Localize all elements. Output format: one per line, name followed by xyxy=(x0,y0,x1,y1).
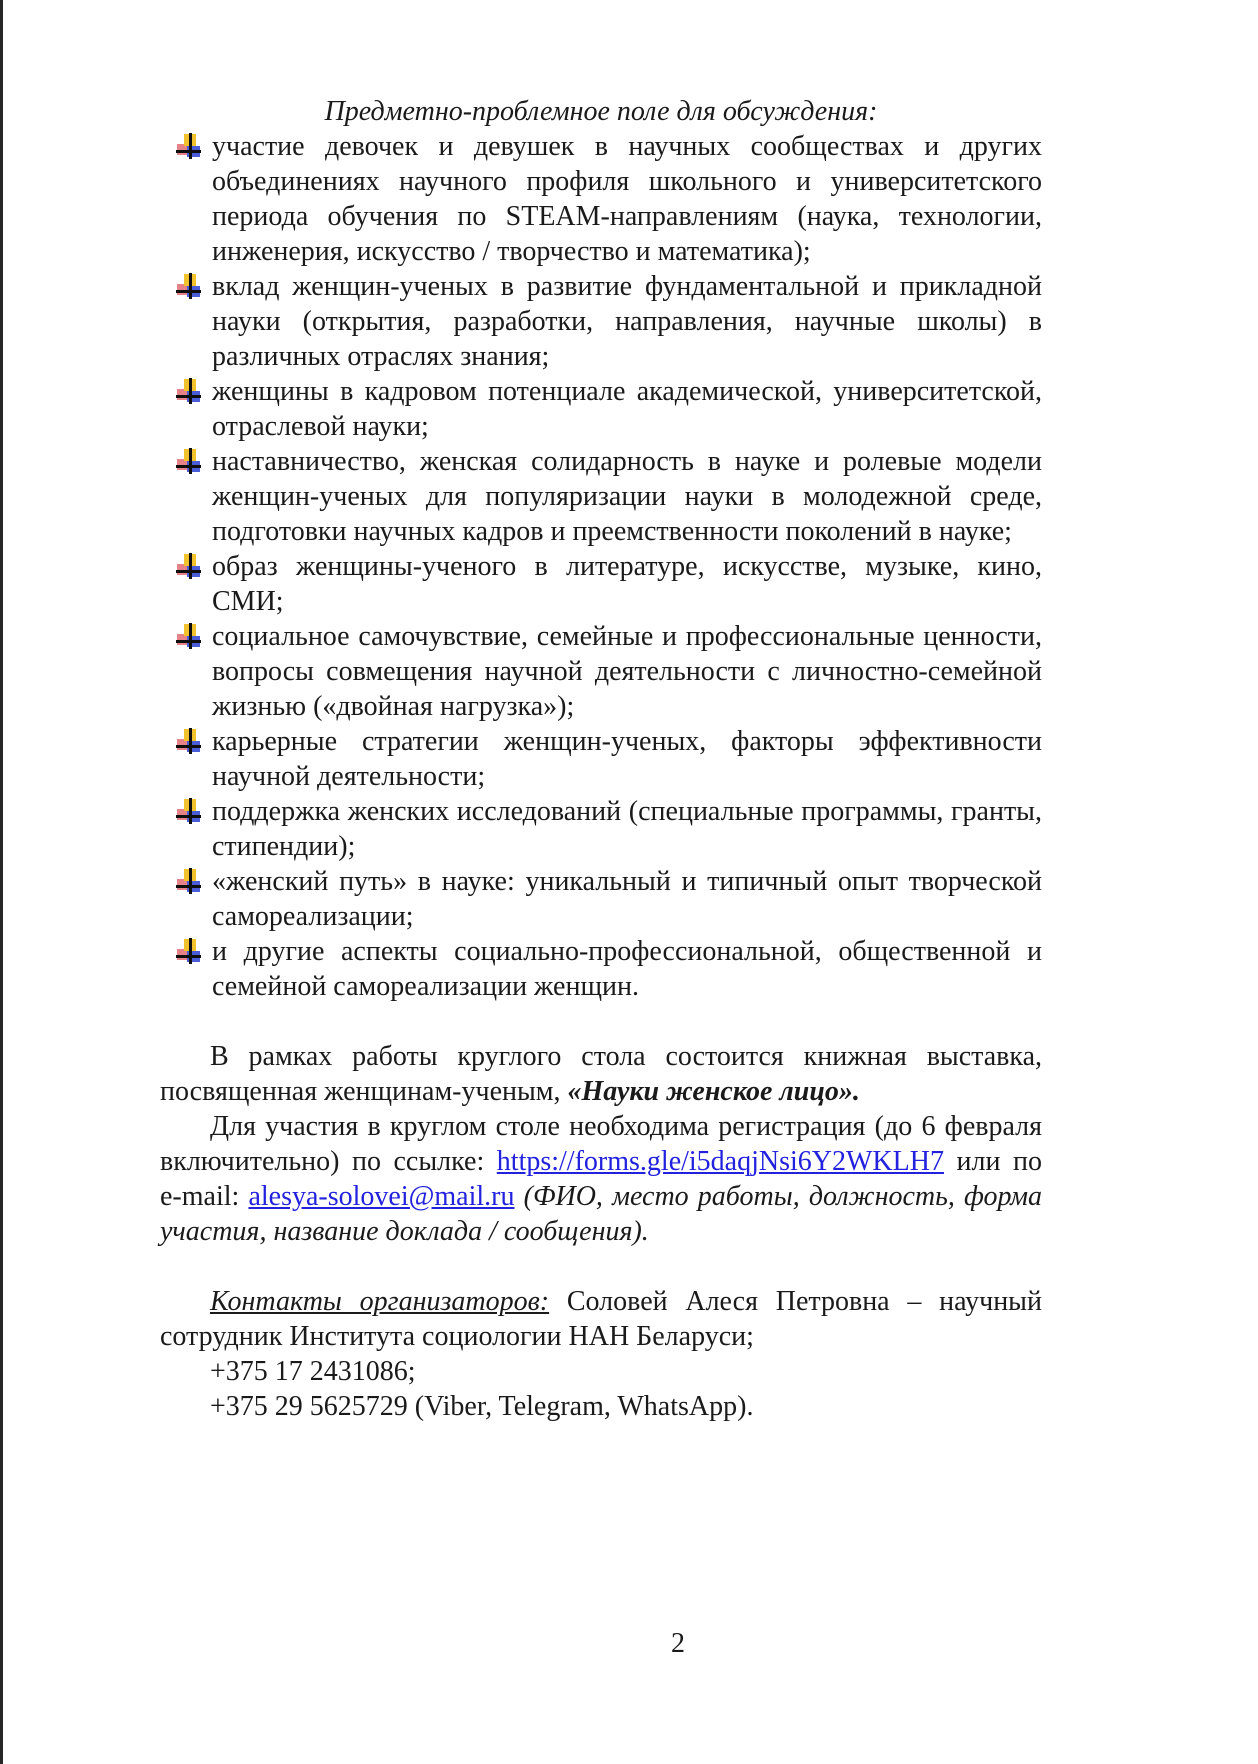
contacts-paragraph xyxy=(160,1284,1042,1354)
bullet-text: наставничество, женская солидарность в науке и ролевые модели женщин-ученых для популяризации науки в молодежной среде, подготовки научных кадров и преемственности поколений в науке; xyxy=(212,446,1042,547)
list-item xyxy=(160,269,1042,374)
list-item xyxy=(160,549,1042,619)
bullet-text: социальное самочувствие, семейные и профессиональные ценности, вопросы совмещения научной деятельности с личностно-семейной жизнью («двойная нагрузка»); xyxy=(212,621,1042,722)
list-item xyxy=(160,934,1042,1004)
exhibition-paragraph xyxy=(160,1039,1042,1109)
discussion-topics-list xyxy=(160,129,1042,1004)
bullet-text: участие девочек и девушек в научных сообществах и других объединениях научного профиля школьного и университетского периода обучения по STEAM-направлениям (наука, технологии, инженерия, искусство / творчество и математика); xyxy=(212,131,1042,267)
page-content xyxy=(160,94,1042,1424)
plus-bullet-icon xyxy=(176,728,202,755)
plus-bullet-icon xyxy=(176,133,202,160)
list-item xyxy=(160,794,1042,864)
plus-bullet-icon xyxy=(176,868,202,895)
plus-bullet-icon xyxy=(176,623,202,650)
bullet-text: поддержка женских исследований (специальные программы, гранты, стипендии); xyxy=(212,796,1042,862)
list-item xyxy=(160,724,1042,794)
bullet-text: карьерные стратегии женщин-ученых, факторы эффективности научной деятельности; xyxy=(212,726,1042,792)
list-item xyxy=(160,619,1042,724)
phone-line-2: +375 29 5625729 (Viber, Telegram, WhatsApp). xyxy=(210,1391,754,1422)
list-item xyxy=(160,129,1042,269)
exhibition-text: В рамках работы круглого стола состоится книжная выставка, посвященная женщинам-ученым, xyxy=(160,1041,1042,1107)
plus-bullet-icon xyxy=(176,938,202,965)
plus-bullet-icon xyxy=(176,378,202,405)
page-number: 2 xyxy=(671,1628,685,1659)
page-left-edge xyxy=(0,0,3,1764)
list-item xyxy=(160,374,1042,444)
registration-intro: Для участия в круглом столе необходима регистрация (до 6 февраля включительно) по ссылке: xyxy=(160,1111,1042,1177)
bullet-text: и другие аспекты социально-профессиональной, общественной и семейной самореализации женщин. xyxy=(212,936,1042,1002)
list-item xyxy=(160,444,1042,549)
registration-form-link[interactable]: https://forms.gle/i5daqjNsi6Y2WKLH7 xyxy=(496,1146,944,1177)
contacts-block xyxy=(160,1284,1042,1424)
bullet-text: образ женщины-ученого в литературе, искусстве, музыке, кино, СМИ; xyxy=(212,551,1042,617)
contacts-label: Контакты организаторов: xyxy=(210,1286,550,1317)
exhibition-and-registration-block xyxy=(160,1039,1042,1249)
bullet-text: вклад женщин-ученых в развитие фундаментальной и прикладной науки (открытия, разработки, направления, научные школы) в различных отраслях знания; xyxy=(212,271,1042,372)
plus-bullet-icon xyxy=(176,273,202,300)
phone-line-1: +375 17 2431086; xyxy=(210,1356,416,1387)
bullet-text: «женский путь» в науке: уникальный и типичный опыт творческой самореализации; xyxy=(212,866,1042,932)
section-title: Предметно-проблемное поле для обсуждения: xyxy=(324,96,878,127)
list-item xyxy=(160,864,1042,934)
registration-middle: или по e-mail: xyxy=(160,1146,1042,1212)
bullet-text: женщины в кадровом потенциале академической, университетской, отраслевой науки; xyxy=(212,376,1042,442)
registration-note: (ФИО, место работы, должность, форма участия, название доклада / сообщения). xyxy=(160,1181,1042,1247)
contacts-person: Соловей Алеся Петровна – научный сотрудник Института социологии НАН Беларуси; xyxy=(160,1286,1042,1352)
registration-paragraph xyxy=(160,1109,1042,1249)
plus-bullet-icon xyxy=(176,553,202,580)
plus-bullet-icon xyxy=(176,798,202,825)
exhibition-title-highlight: «Науки женское лицо». xyxy=(567,1076,860,1107)
plus-bullet-icon xyxy=(176,448,202,475)
email-link[interactable]: alesya-solovei@mail.ru xyxy=(248,1181,515,1212)
